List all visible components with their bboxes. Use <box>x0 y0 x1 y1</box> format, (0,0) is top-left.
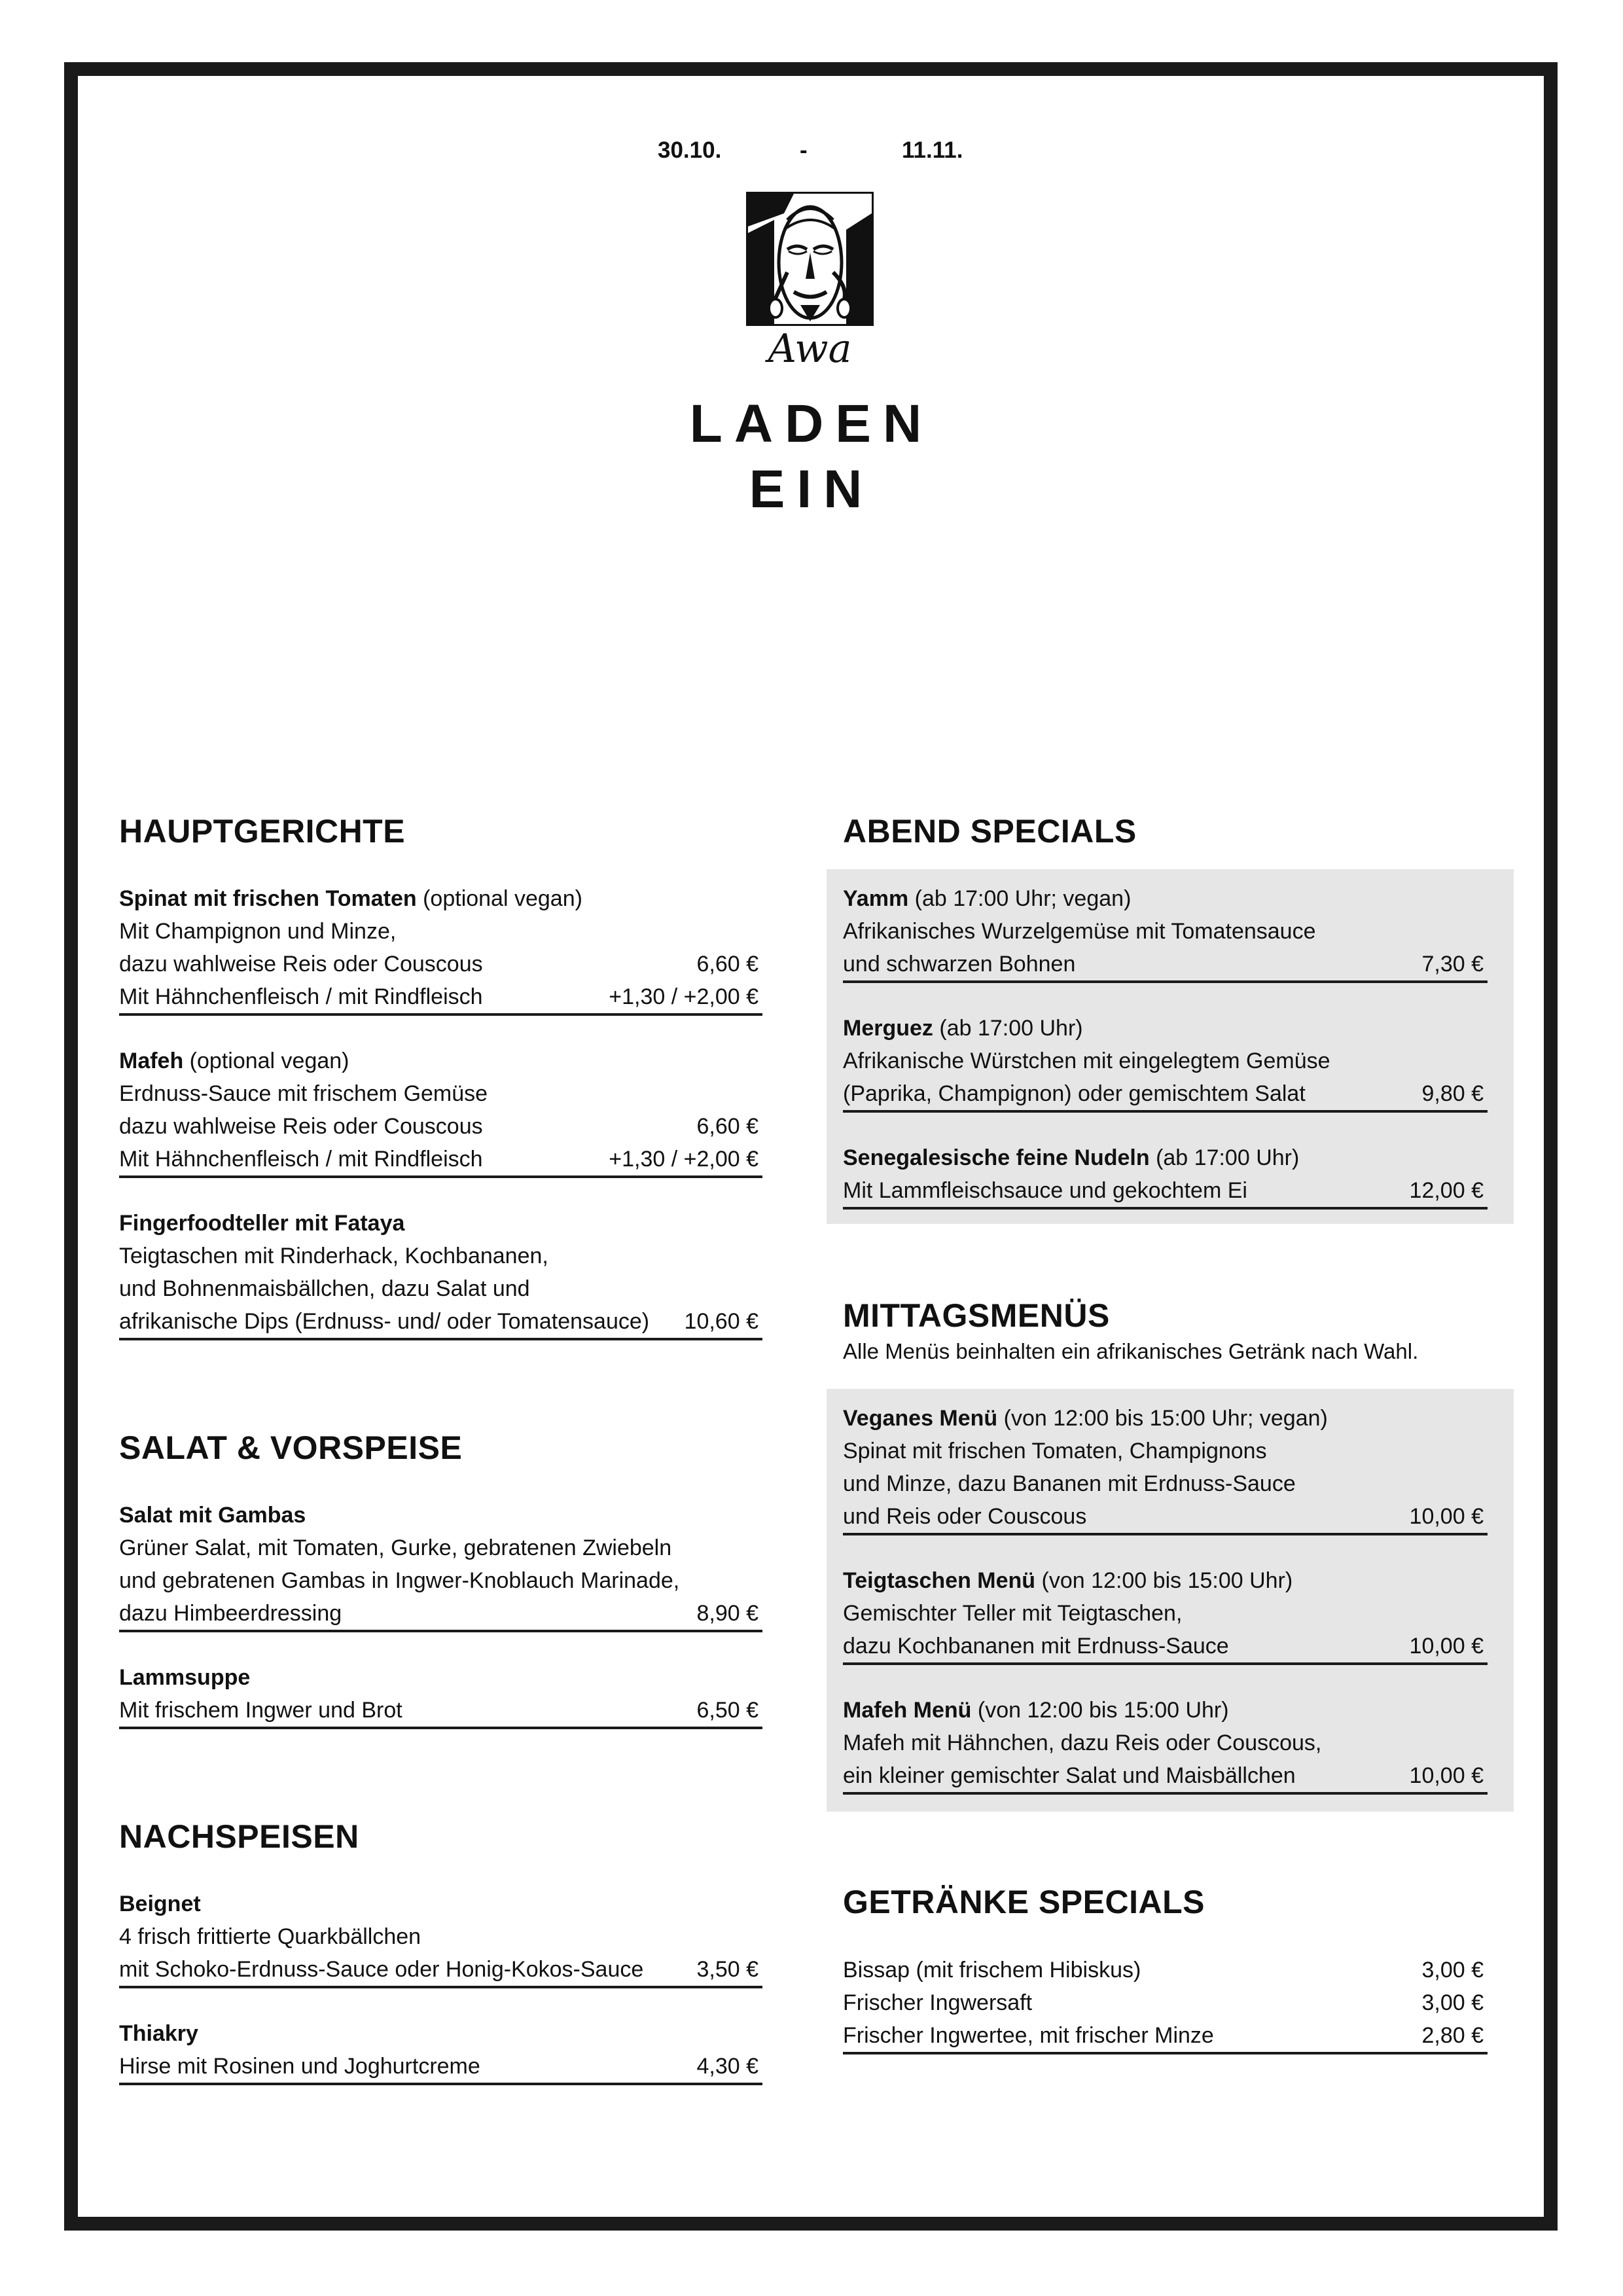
item-desc: Teigtaschen mit Rinderhack, Kochbananen, <box>119 1244 548 1268</box>
item-desc: ein kleiner gemischter Salat und Maisbällchen <box>843 1763 1296 1788</box>
african-mask-icon <box>748 194 872 324</box>
menu-item-fingerfoodteller <box>119 1207 762 1340</box>
item-price: 10,60 € <box>684 1309 758 1334</box>
drink-label: Frischer Ingwertee, mit frischer Minze <box>843 2023 1214 2048</box>
item-price: 7,30 € <box>1421 952 1484 977</box>
item-note: (von 12:00 bis 15:00 Uhr) <box>971 1698 1229 1723</box>
menu-item-yamm <box>843 882 1488 983</box>
item-name: Thiakry <box>119 2021 198 2046</box>
item-extra-price: +1,30 / +2,00 € <box>609 1147 758 1172</box>
item-name: Yamm <box>843 886 909 911</box>
item-desc: Hirse mit Rosinen und Joghurtcreme <box>119 2054 480 2079</box>
item-desc: afrikanische Dips (Erdnuss- und/ oder Tomatensauce) <box>119 1309 650 1334</box>
item-desc: dazu wahlweise Reis oder Couscous <box>119 952 483 977</box>
item-desc: dazu Kochbananen mit Erdnuss-Sauce <box>843 1634 1229 1659</box>
section-subtitle-mittagsmenus: Alle Menüs beinhalten ein afrikanisches Getränk nach Wahl. <box>843 1339 1419 1363</box>
section-title-mittagsmenus: MITTAGSMENÜS <box>843 1297 1110 1334</box>
item-price: 4,30 € <box>696 2054 758 2079</box>
item-price: 6,60 € <box>696 1114 758 1139</box>
item-desc: und schwarzen Bohnen <box>843 952 1076 977</box>
item-desc: dazu Himbeerdressing <box>119 1601 342 1626</box>
drink-price: 2,80 € <box>1421 2023 1484 2048</box>
item-name: Salat mit Gambas <box>119 1503 306 1528</box>
section-title-abend-specials: ABEND SPECIALS <box>843 813 1137 850</box>
item-desc: Afrikanische Würstchen mit eingelegtem Gemüse <box>843 1049 1330 1073</box>
item-note: (ab 17:00 Uhr; vegan) <box>908 886 1132 911</box>
item-name: Veganes Menü <box>843 1406 998 1431</box>
menu-item-veganes-menu <box>843 1402 1488 1535</box>
menu-item-mafeh-menu <box>843 1694 1488 1795</box>
item-note: (von 12:00 bis 15:00 Uhr; vegan) <box>997 1406 1328 1431</box>
date-range <box>0 137 1623 170</box>
item-price: 8,90 € <box>696 1601 758 1626</box>
item-note: (von 12:00 bis 15:00 Uhr) <box>1035 1568 1293 1593</box>
item-price: 10,00 € <box>1409 1763 1484 1788</box>
item-desc: Mit frischem Ingwer und Brot <box>119 1698 402 1723</box>
item-price: 10,00 € <box>1409 1634 1484 1659</box>
date-end: 11.11. <box>902 137 963 163</box>
drink-label: Bissap (mit frischem Hibiskus) <box>843 1958 1141 1982</box>
item-name: Beignet <box>119 1892 201 1916</box>
menu-item-merguez <box>843 1012 1488 1113</box>
drink-row <box>843 1954 1488 1986</box>
item-name: Merguez <box>843 1016 933 1041</box>
item-desc: und Minze, dazu Bananen mit Erdnuss-Sauce <box>843 1471 1296 1496</box>
item-note: (optional vegan) <box>416 886 582 911</box>
menu-item-beignet <box>119 1888 762 1988</box>
date-separator: - <box>800 137 808 163</box>
menu-item-lammsuppe <box>119 1661 762 1729</box>
item-note: (optional vegan) <box>183 1049 349 1073</box>
item-name: Lammsuppe <box>119 1665 251 1690</box>
item-name: Fingerfoodteller mit Fataya <box>119 1211 405 1236</box>
drinks-list <box>843 1954 1488 2054</box>
drink-price: 3,00 € <box>1421 1990 1484 2015</box>
mask-logo <box>746 192 874 326</box>
item-price: 12,00 € <box>1409 1178 1484 1203</box>
item-price: 6,60 € <box>696 952 758 977</box>
drink-label: Frischer Ingwersaft <box>843 1990 1033 2015</box>
item-desc: und Bohnenmaisbällchen, dazu Salat und <box>119 1276 530 1301</box>
item-desc: Gemischter Teller mit Teigtaschen, <box>843 1601 1183 1626</box>
item-desc: mit Schoko-Erdnuss-Sauce oder Honig-Kokos-Sauce <box>119 1957 644 1982</box>
menu-item-senegalesische-nudeln <box>843 1141 1488 1210</box>
item-price: 6,50 € <box>696 1698 758 1723</box>
date-start: 30.10. <box>658 137 722 163</box>
drink-row <box>843 2019 1488 2052</box>
item-extra-price: +1,30 / +2,00 € <box>609 984 758 1009</box>
item-desc: und Reis oder Couscous <box>843 1504 1087 1529</box>
page-title: LADEN EIN <box>689 394 934 519</box>
item-desc: Mit Hähnchenfleisch / mit Rindfleisch <box>119 984 483 1009</box>
menu-item-teigtaschen-menu <box>843 1564 1488 1665</box>
item-desc: und gebratenen Gambas in Ingwer-Knoblauch Marinade, <box>119 1568 680 1593</box>
item-desc: Erdnuss-Sauce mit frischem Gemüse <box>119 1081 488 1106</box>
item-desc: Mit Hähnchenfleisch / mit Rindfleisch <box>119 1147 483 1172</box>
item-note: (ab 17:00 Uhr) <box>1149 1145 1300 1170</box>
logo-wordmark: Awa <box>768 326 852 372</box>
section-title-hauptgerichte: HAUPTGERICHTE <box>119 813 406 850</box>
item-desc: (Paprika, Champignon) oder gemischtem Salat <box>843 1081 1306 1106</box>
menu-item-mafeh <box>119 1045 762 1178</box>
section-title-nachspeisen: NACHSPEISEN <box>119 1818 359 1855</box>
item-name: Mafeh <box>119 1049 184 1073</box>
item-desc: Mit Lammfleischsauce und gekochtem Ei <box>843 1178 1247 1203</box>
item-name: Teigtaschen Menü <box>843 1568 1036 1593</box>
item-note: (ab 17:00 Uhr) <box>933 1016 1083 1041</box>
item-name: Mafeh Menü <box>843 1698 972 1723</box>
section-title-getraenke-specials: GETRÄNKE SPECIALS <box>843 1884 1205 1920</box>
item-desc: Mit Champignon und Minze, <box>119 919 397 944</box>
section-title-salat: SALAT & VORSPEISE <box>119 1429 463 1466</box>
item-price: 9,80 € <box>1421 1081 1484 1106</box>
item-desc: dazu wahlweise Reis oder Couscous <box>119 1114 483 1139</box>
item-desc: Afrikanisches Wurzelgemüse mit Tomatensauce <box>843 919 1316 944</box>
item-name: Spinat mit frischen Tomaten <box>119 886 417 911</box>
drink-price: 3,00 € <box>1421 1958 1484 1982</box>
item-desc: Mafeh mit Hähnchen, dazu Reis oder Couscous, <box>843 1731 1322 1755</box>
item-desc: Grüner Salat, mit Tomaten, Gurke, gebratenen Zwiebeln <box>119 1535 672 1560</box>
item-price: 3,50 € <box>696 1957 758 1982</box>
item-name: Senegalesische feine Nudeln <box>843 1145 1150 1170</box>
drink-row <box>843 1986 1488 2019</box>
menu-item-salat-gambas <box>119 1499 762 1632</box>
menu-item-spinat <box>119 882 762 1016</box>
item-price: 10,00 € <box>1409 1504 1484 1529</box>
menu-item-thiakry <box>119 2017 762 2085</box>
item-desc: 4 frisch frittierte Quarkbällchen <box>119 1924 421 1949</box>
item-desc: Spinat mit frischen Tomaten, Champignons <box>843 1439 1267 1463</box>
